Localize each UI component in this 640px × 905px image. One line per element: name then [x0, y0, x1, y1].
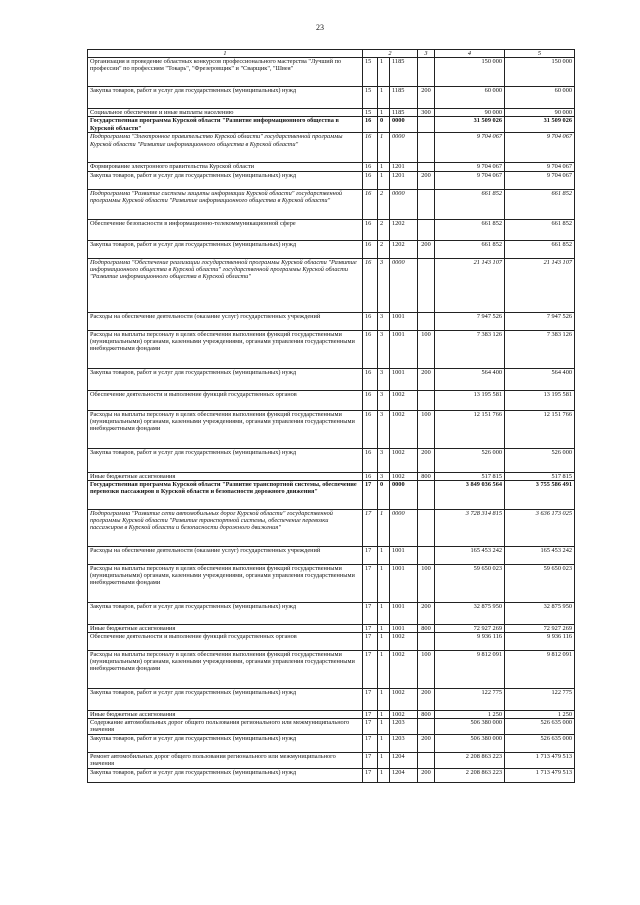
- amount-year-1: 12 151 766: [435, 410, 505, 448]
- amount-year-2: 31 509 026: [505, 117, 575, 133]
- direction-code: 1203: [390, 719, 418, 735]
- subprogram-code: 1: [378, 624, 390, 632]
- amount-year-1: 150 000: [435, 58, 505, 87]
- direction-code: 1185: [390, 58, 418, 87]
- table-row: [88, 117, 575, 133]
- amount-year-2: 7 383 126: [505, 330, 575, 368]
- amount-year-2: 564 400: [505, 368, 575, 390]
- amount-year-1: 59 650 023: [435, 564, 505, 602]
- expense-type-code: 100: [418, 330, 435, 368]
- amount-year-2: 165 453 242: [505, 546, 575, 564]
- amount-year-2: 32 875 950: [505, 602, 575, 624]
- amount-year-1: 9 704 067: [435, 133, 505, 163]
- program-code: 15: [363, 87, 378, 109]
- program-code: 16: [363, 133, 378, 163]
- subprogram-code: 1: [378, 58, 390, 87]
- table-row: [88, 689, 575, 711]
- table-row: [88, 87, 575, 109]
- program-code: 16: [363, 171, 378, 189]
- direction-code: 1001: [390, 564, 418, 602]
- amount-year-2: 90 000: [505, 109, 575, 117]
- subprogram-code: 1: [378, 602, 390, 624]
- subprogram-code: 1: [378, 109, 390, 117]
- subprogram-code: 1: [378, 509, 390, 546]
- row-name: Иные бюджетные ассигнования: [88, 624, 363, 632]
- row-name: Подпрограмма "Обеспечение реализации государственной программы Курской области "Развитие информационного общества в Курской области" государственной программы Курской области "Развитие информационного общества в Курской области": [88, 258, 363, 312]
- table-row: [88, 133, 575, 163]
- table-row: [88, 753, 575, 769]
- expense-type-code: 200: [418, 240, 435, 258]
- subprogram-code: 1: [378, 719, 390, 735]
- direction-code: 1204: [390, 753, 418, 769]
- amount-year-1: 165 453 242: [435, 546, 505, 564]
- amount-year-2: 9 704 067: [505, 163, 575, 171]
- amount-year-2: 517 815: [505, 472, 575, 480]
- direction-code: 1002: [390, 711, 418, 719]
- expense-type-code: 200: [418, 769, 435, 783]
- direction-code: 1203: [390, 735, 418, 753]
- header-col-5: 5: [505, 50, 575, 58]
- expense-type-code: [418, 133, 435, 163]
- row-name: Подпрограмма "Электронное правительство Курской области" государственной программы Курской области "Развитие информационного общества в Курской области": [88, 133, 363, 163]
- table-row: [88, 480, 575, 509]
- amount-year-2: 60 000: [505, 87, 575, 109]
- table-body: [88, 58, 575, 783]
- subprogram-code: 3: [378, 258, 390, 312]
- row-name: Расходы на выплаты персоналу в целях обеспечения выполнения функций государственными (муниципальными) органами, казенными учреждениями, органами управления государственными внебюджетными фондами: [88, 651, 363, 689]
- table-row: [88, 390, 575, 410]
- direction-code: 1185: [390, 87, 418, 109]
- row-name: Подпрограмма "Развитие системы защиты информации Курской области" государственной программы Курской области "Развитие информационного общества в Курской области": [88, 189, 363, 219]
- expense-type-code: 100: [418, 564, 435, 602]
- row-name: Закупка товаров, работ и услуг для государственных (муниципальных) нужд: [88, 602, 363, 624]
- row-name: Закупка товаров, работ и услуг для государственных (муниципальных) нужд: [88, 689, 363, 711]
- amount-year-2: 1 250: [505, 711, 575, 719]
- row-name: Обеспечение деятельности и выполнение функций государственных органов: [88, 633, 363, 651]
- direction-code: 1001: [390, 602, 418, 624]
- expense-type-code: 200: [418, 171, 435, 189]
- amount-year-2: 9 936 116: [505, 633, 575, 651]
- expense-type-code: [418, 390, 435, 410]
- amount-year-2: 526 000: [505, 448, 575, 472]
- direction-code: 1202: [390, 219, 418, 240]
- amount-year-2: 1 713 479 513: [505, 769, 575, 783]
- subprogram-code: 1: [378, 133, 390, 163]
- direction-code: 1002: [390, 472, 418, 480]
- row-name: Организация и проведение областных конкурсов профессионального мастерства "Лучший по профессии" по профессиям "Токарь", "Фрезеровщик" и "Сварщик", "Швея": [88, 58, 363, 87]
- table-row: [88, 769, 575, 783]
- row-name: Закупка товаров, работ и услуг для государственных (муниципальных) нужд: [88, 368, 363, 390]
- program-code: 16: [363, 219, 378, 240]
- subprogram-code: 1: [378, 651, 390, 689]
- direction-code: 1001: [390, 368, 418, 390]
- amount-year-2: 1 713 479 513: [505, 753, 575, 769]
- program-code: 16: [363, 163, 378, 171]
- direction-code: 1204: [390, 769, 418, 783]
- program-code: 15: [363, 109, 378, 117]
- expense-type-code: [418, 753, 435, 769]
- table-row: [88, 410, 575, 448]
- row-name: Государственная программа Курской области "Развитие информационного общества в Курской области": [88, 117, 363, 133]
- row-name: Закупка товаров, работ и услуг для государственных (муниципальных) нужд: [88, 240, 363, 258]
- amount-year-1: 2 208 863 223: [435, 753, 505, 769]
- row-name: Формирование электронного правительства Курской области: [88, 163, 363, 171]
- expense-type-code: 100: [418, 651, 435, 689]
- row-name: Расходы на обеспечение деятельности (оказание услуг) государственных учреждений: [88, 312, 363, 330]
- program-code: 17: [363, 546, 378, 564]
- page-number: 23: [316, 23, 324, 32]
- amount-year-1: 2 208 863 223: [435, 769, 505, 783]
- program-code: 17: [363, 480, 378, 509]
- table-row: [88, 163, 575, 171]
- direction-code: 1001: [390, 624, 418, 632]
- amount-year-1: 517 815: [435, 472, 505, 480]
- expense-type-code: 100: [418, 410, 435, 448]
- direction-code: 1001: [390, 312, 418, 330]
- expense-type-code: [418, 480, 435, 509]
- expense-type-code: 800: [418, 711, 435, 719]
- program-code: 17: [363, 651, 378, 689]
- subprogram-code: 1: [378, 546, 390, 564]
- amount-year-1: 1 250: [435, 711, 505, 719]
- subprogram-code: 2: [378, 240, 390, 258]
- subprogram-code: 3: [378, 448, 390, 472]
- program-code: 16: [363, 368, 378, 390]
- program-code: 17: [363, 633, 378, 651]
- subprogram-code: 1: [378, 711, 390, 719]
- table-row: [88, 472, 575, 480]
- subprogram-code: 3: [378, 330, 390, 368]
- header-col-2: 2: [363, 50, 418, 58]
- subprogram-code: 1: [378, 171, 390, 189]
- program-code: 17: [363, 624, 378, 632]
- amount-year-2: 526 635 000: [505, 735, 575, 753]
- direction-code: 1002: [390, 410, 418, 448]
- direction-code: 1185: [390, 109, 418, 117]
- amount-year-1: 9 936 116: [435, 633, 505, 651]
- table-row: [88, 651, 575, 689]
- program-code: 17: [363, 564, 378, 602]
- program-code: 17: [363, 509, 378, 546]
- direction-code: 1201: [390, 171, 418, 189]
- program-code: 16: [363, 390, 378, 410]
- amount-year-1: 9 704 067: [435, 163, 505, 171]
- expense-type-code: [418, 633, 435, 651]
- table-row: [88, 546, 575, 564]
- program-code: 16: [363, 258, 378, 312]
- program-code: 16: [363, 312, 378, 330]
- expense-type-code: 800: [418, 472, 435, 480]
- amount-year-2: 122 775: [505, 689, 575, 711]
- amount-year-2: 526 635 000: [505, 719, 575, 735]
- expense-type-code: 300: [418, 109, 435, 117]
- header-col-3: 3: [418, 50, 435, 58]
- direction-code: 0000: [390, 509, 418, 546]
- row-name: Содержание автомобильных дорог общего пользования регионального или межмуниципального значения: [88, 719, 363, 735]
- table-row: [88, 219, 575, 240]
- amount-year-1: 661 852: [435, 189, 505, 219]
- expense-type-code: 200: [418, 448, 435, 472]
- subprogram-code: 3: [378, 390, 390, 410]
- direction-code: 1001: [390, 330, 418, 368]
- header-col-4: 4: [435, 50, 505, 58]
- amount-year-2: 21 143 107: [505, 258, 575, 312]
- amount-year-1: 9 704 067: [435, 171, 505, 189]
- amount-year-2: 661 852: [505, 219, 575, 240]
- table-row: [88, 448, 575, 472]
- amount-year-2: 3 636 173 025: [505, 509, 575, 546]
- subprogram-code: 3: [378, 368, 390, 390]
- amount-year-2: 9 812 091: [505, 651, 575, 689]
- amount-year-1: 72 927 269: [435, 624, 505, 632]
- subprogram-code: 1: [378, 163, 390, 171]
- program-code: 16: [363, 410, 378, 448]
- program-code: 17: [363, 711, 378, 719]
- direction-code: 0000: [390, 480, 418, 509]
- table-row: [88, 509, 575, 546]
- direction-code: 0000: [390, 258, 418, 312]
- expense-type-code: 200: [418, 602, 435, 624]
- amount-year-1: 661 852: [435, 219, 505, 240]
- header-col-1: 1: [88, 50, 363, 58]
- row-name: Закупка товаров, работ и услуг для государственных (муниципальных) нужд: [88, 769, 363, 783]
- direction-code: 1002: [390, 689, 418, 711]
- direction-code: 1002: [390, 390, 418, 410]
- expense-type-code: 800: [418, 624, 435, 632]
- program-code: 16: [363, 330, 378, 368]
- expense-type-code: [418, 258, 435, 312]
- table-row: [88, 171, 575, 189]
- row-name: Закупка товаров, работ и услуг для государственных (муниципальных) нужд: [88, 448, 363, 472]
- expense-type-code: [418, 219, 435, 240]
- row-name: Государственная программа Курской области "Развитие транспортной системы, обеспечение перевозки пассажиров в Курской области и безопасности дорожного движения": [88, 480, 363, 509]
- expense-type-code: 200: [418, 368, 435, 390]
- direction-code: 1002: [390, 651, 418, 689]
- table-row: [88, 719, 575, 735]
- expense-type-code: [418, 58, 435, 87]
- amount-year-1: 3 849 036 564: [435, 480, 505, 509]
- amount-year-1: 526 000: [435, 448, 505, 472]
- budget-table: [87, 49, 575, 783]
- direction-code: 0000: [390, 117, 418, 133]
- amount-year-2: 9 704 067: [505, 171, 575, 189]
- amount-year-2: 7 947 526: [505, 312, 575, 330]
- amount-year-1: 506 380 000: [435, 735, 505, 753]
- direction-code: 1001: [390, 546, 418, 564]
- table-row: [88, 312, 575, 330]
- amount-year-1: 7 383 126: [435, 330, 505, 368]
- amount-year-1: 9 812 091: [435, 651, 505, 689]
- table-row: [88, 58, 575, 87]
- subprogram-code: 1: [378, 633, 390, 651]
- table-row: [88, 711, 575, 719]
- program-code: 17: [363, 719, 378, 735]
- subprogram-code: 0: [378, 117, 390, 133]
- subprogram-code: 1: [378, 769, 390, 783]
- amount-year-1: 3 728 314 815: [435, 509, 505, 546]
- program-code: 17: [363, 753, 378, 769]
- expense-type-code: 200: [418, 735, 435, 753]
- row-name: Расходы на обеспечение деятельности (оказание услуг) государственных учреждений: [88, 546, 363, 564]
- expense-type-code: [418, 163, 435, 171]
- row-name: Расходы на выплаты персоналу в целях обеспечения выполнения функций государственными (муниципальными) органами, казенными учреждениями, органами управления государственными внебюджетными фондами: [88, 564, 363, 602]
- amount-year-2: 12 151 766: [505, 410, 575, 448]
- amount-year-1: 90 000: [435, 109, 505, 117]
- amount-year-2: 13 195 581: [505, 390, 575, 410]
- expense-type-code: 200: [418, 689, 435, 711]
- amount-year-2: 661 852: [505, 189, 575, 219]
- amount-year-1: 32 875 950: [435, 602, 505, 624]
- table-row: [88, 109, 575, 117]
- expense-type-code: [418, 546, 435, 564]
- subprogram-code: 2: [378, 189, 390, 219]
- subprogram-code: 0: [378, 480, 390, 509]
- amount-year-2: 150 000: [505, 58, 575, 87]
- subprogram-code: 1: [378, 564, 390, 602]
- direction-code: 0000: [390, 133, 418, 163]
- expense-type-code: [418, 312, 435, 330]
- program-code: 16: [363, 448, 378, 472]
- direction-code: 1002: [390, 633, 418, 651]
- row-name: Подпрограмма "Развитие сети автомобильных дорог Курской области" государственной программы Курской области "Развитие транспортной системы, обеспечение перевозки пассажиров в Курской области и безопасности дорожного движения": [88, 509, 363, 546]
- amount-year-2: 9 704 067: [505, 133, 575, 163]
- row-name: Расходы на выплаты персоналу в целях обеспечения выполнения функций государственными (муниципальными) органами, казенными учреждениями, органами управления государственными внебюджетными фондами: [88, 410, 363, 448]
- row-name: Обеспечение деятельности и выполнение функций государственных органов: [88, 390, 363, 410]
- expense-type-code: [418, 719, 435, 735]
- expense-type-code: [418, 509, 435, 546]
- table-row: [88, 633, 575, 651]
- direction-code: 1002: [390, 448, 418, 472]
- row-name: Закупка товаров, работ и услуг для государственных (муниципальных) нужд: [88, 735, 363, 753]
- row-name: Ремонт автомобильных дорог общего пользования регионального или межмуниципального значения: [88, 753, 363, 769]
- table-row: [88, 624, 575, 632]
- table-row: [88, 330, 575, 368]
- amount-year-1: 564 400: [435, 368, 505, 390]
- amount-year-1: 21 143 107: [435, 258, 505, 312]
- direction-code: 1202: [390, 240, 418, 258]
- table-row: [88, 564, 575, 602]
- amount-year-1: 506 380 000: [435, 719, 505, 735]
- row-name: Иные бюджетные ассигнования: [88, 711, 363, 719]
- header-row: [88, 50, 575, 58]
- amount-year-1: 13 195 581: [435, 390, 505, 410]
- row-name: Закупка товаров, работ и услуг для государственных (муниципальных) нужд: [88, 87, 363, 109]
- table-row: [88, 735, 575, 753]
- row-name: Обеспечение безопасности в информационно-телекоммуникационной сфере: [88, 219, 363, 240]
- row-name: Иные бюджетные ассигнования: [88, 472, 363, 480]
- subprogram-code: 1: [378, 735, 390, 753]
- subprogram-code: 1: [378, 753, 390, 769]
- subprogram-code: 3: [378, 410, 390, 448]
- amount-year-1: 661 852: [435, 240, 505, 258]
- program-code: 15: [363, 58, 378, 87]
- program-code: 17: [363, 689, 378, 711]
- row-name: Расходы на выплаты персоналу в целях обеспечения выполнения функций государственными (муниципальными) органами, казенными учреждениями, органами управления государственными внебюджетными фондами: [88, 330, 363, 368]
- subprogram-code: 1: [378, 689, 390, 711]
- amount-year-2: 59 650 023: [505, 564, 575, 602]
- table-row: [88, 602, 575, 624]
- program-code: 16: [363, 189, 378, 219]
- amount-year-2: 661 852: [505, 240, 575, 258]
- row-name: Социальное обеспечение и иные выплаты населению: [88, 109, 363, 117]
- direction-code: 1201: [390, 163, 418, 171]
- subprogram-code: 1: [378, 87, 390, 109]
- table-row: [88, 240, 575, 258]
- direction-code: 0000: [390, 189, 418, 219]
- program-code: 16: [363, 117, 378, 133]
- expense-type-code: 200: [418, 87, 435, 109]
- amount-year-2: 3 755 586 491: [505, 480, 575, 509]
- program-code: 16: [363, 472, 378, 480]
- subprogram-code: 3: [378, 312, 390, 330]
- amount-year-1: 31 509 026: [435, 117, 505, 133]
- table-row: [88, 368, 575, 390]
- amount-year-1: 7 947 526: [435, 312, 505, 330]
- amount-year-1: 122 775: [435, 689, 505, 711]
- subprogram-code: 2: [378, 219, 390, 240]
- table-row: [88, 258, 575, 312]
- row-name: Закупка товаров, работ и услуг для государственных (муниципальных) нужд: [88, 171, 363, 189]
- expense-type-code: [418, 189, 435, 219]
- amount-year-1: 60 000: [435, 87, 505, 109]
- amount-year-2: 72 927 269: [505, 624, 575, 632]
- program-code: 16: [363, 240, 378, 258]
- subprogram-code: 3: [378, 472, 390, 480]
- table-row: [88, 189, 575, 219]
- program-code: 17: [363, 769, 378, 783]
- program-code: 17: [363, 602, 378, 624]
- program-code: 17: [363, 735, 378, 753]
- expense-type-code: [418, 117, 435, 133]
